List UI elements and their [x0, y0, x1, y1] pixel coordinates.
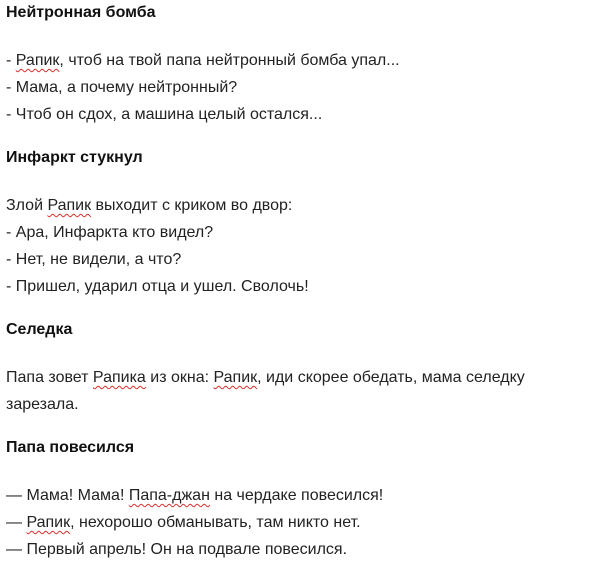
dialogue-line: [6, 192, 597, 219]
dialogue-line: - Пришел, ударил отца и ушел. Сволочь!: [6, 278, 309, 295]
section-title: Нейтронная бомба: [6, 4, 156, 21]
line-text: , чтоб на твой папа нейтронный бомба упал...: [59, 52, 400, 69]
section-title: Папа повесился: [6, 439, 135, 456]
misspelled-word[interactable]: Рапик: [15, 52, 60, 69]
dialogue-line: [6, 509, 597, 536]
section-heart-attack: [6, 147, 597, 300]
section-herring: [6, 319, 597, 418]
misspelled-word[interactable]: Рапик: [26, 514, 71, 531]
line-text: —: [6, 514, 27, 531]
dialogue-line: — Первый апрель! Он на подвале повесился.: [6, 541, 348, 558]
misspelled-word[interactable]: Рапик: [213, 369, 258, 386]
line-text: , нехорошо обманывать, там никто нет.: [70, 514, 361, 531]
line-text: , иди скорее обедать, мама селедку зарезала.: [6, 369, 525, 413]
dialogue-line: - Нет, не видели, а что?: [6, 251, 182, 268]
dialogue-line: - Ара, Инфаркта кто видел?: [6, 224, 214, 241]
line-text: на чердаке повесился!: [209, 487, 384, 504]
line-text: Папа зовет: [6, 369, 93, 386]
line-text: Злой: [6, 197, 48, 214]
line-text: — Мама! Мама!: [6, 487, 129, 504]
section-title: Селедка: [6, 321, 73, 338]
line-text: выходит с криком во двор:: [91, 197, 293, 214]
document: [6, 0, 597, 563]
dialogue-line: - Мама, а почему нейтронный?: [6, 79, 238, 96]
section-neutron-bomb: [6, 2, 597, 128]
section-dad-hanged: [6, 437, 597, 563]
dialogue-line: [6, 482, 597, 509]
misspelled-word[interactable]: Рапик: [47, 197, 92, 214]
section-title: Инфаркт стукнул: [6, 149, 143, 166]
line-text: из окна:: [145, 369, 214, 386]
misspelled-word[interactable]: Папа-джан: [128, 487, 210, 504]
dialogue-line: - Чтоб он сдох, а машина целый остался...: [6, 106, 323, 123]
line-text: -: [6, 52, 16, 69]
dialogue-line: [6, 47, 597, 74]
paragraph: [6, 364, 591, 418]
misspelled-word[interactable]: Рапика: [92, 369, 146, 386]
